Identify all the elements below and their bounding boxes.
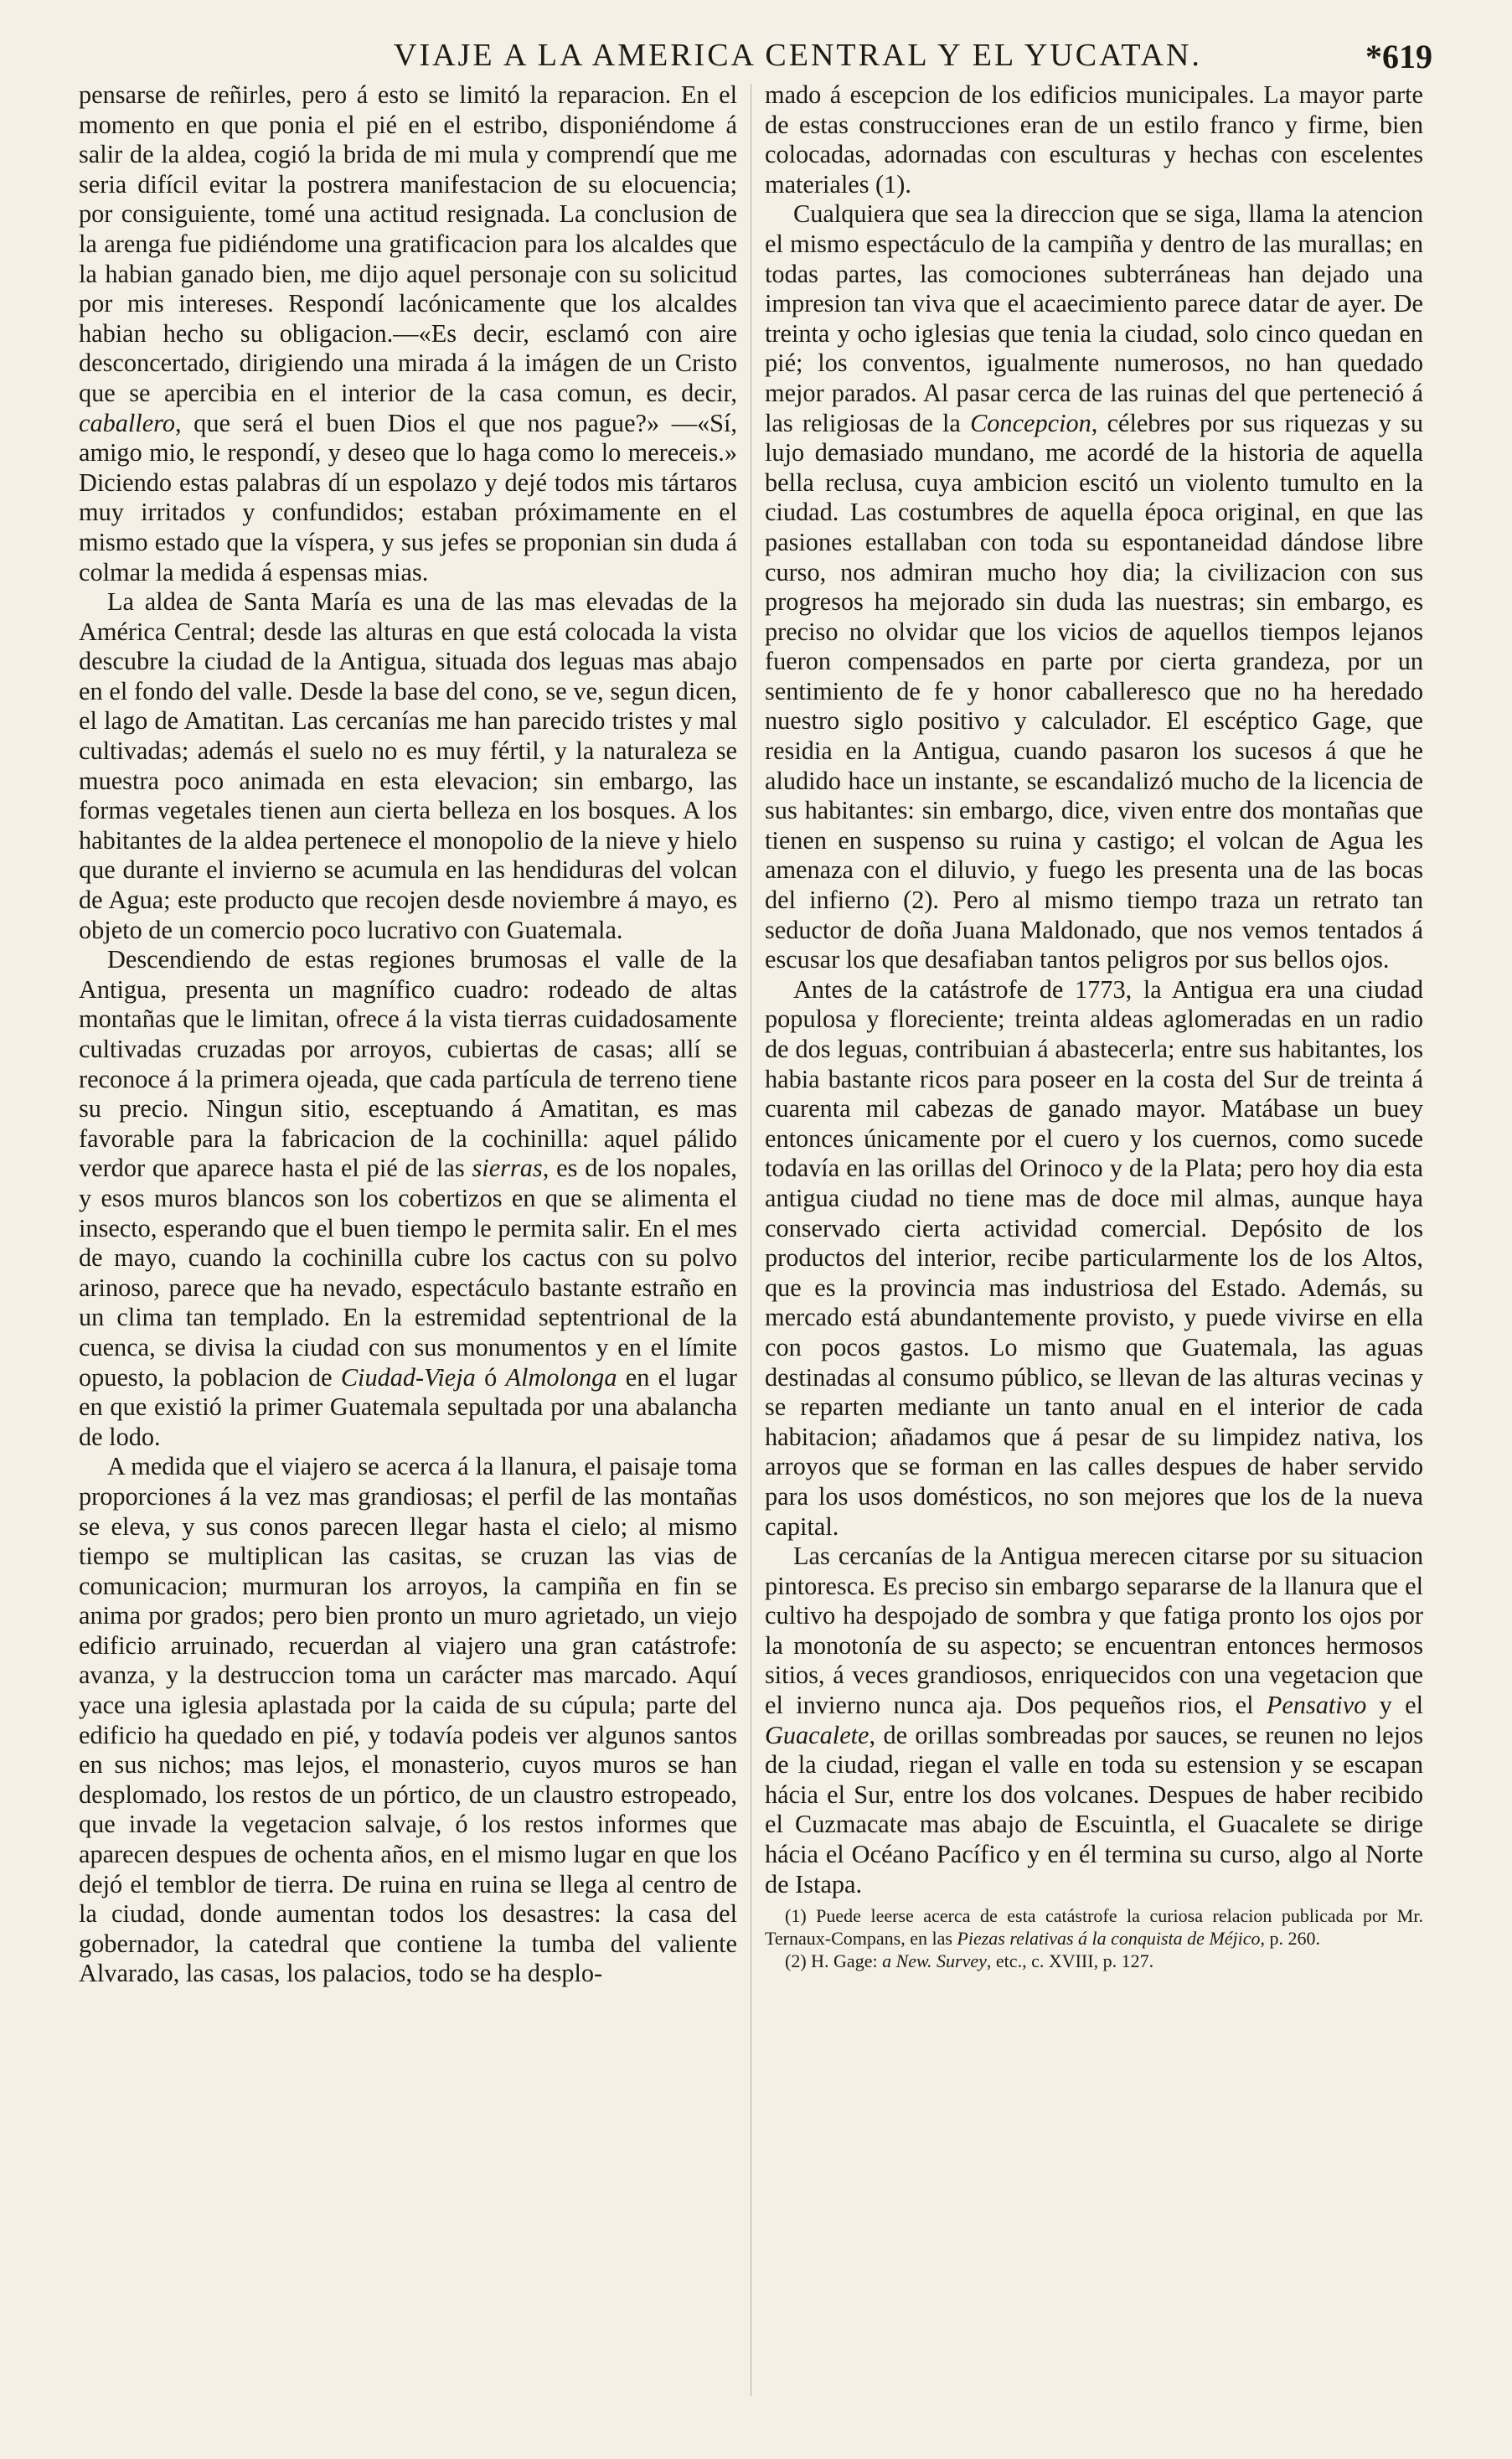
footnotes	[765, 1904, 1423, 1972]
paragraph: Antes de la catástrofe de 1773, la Antigua era una ciudad populosa y floreciente; treinta aldeas aglomeradas en un radio de dos leguas, contribuian á abastecerla; entre sus habitantes, los habia bastante ricos para poseer en la costa del Sur de treinta á cuarenta mil cabezas de ganado mayor. Matábase un buey entonces únicamente por el cuero y los cuernos, como sucede todavía en las orillas del Orinoco y de la Plata; pero hoy dia esta antigua ciudad no tiene mas de doce mil almas, aunque haya conservado cierta actividad comercial. Depósito de los productos del interior, recibe particularmente los de los Altos, que es la provincia mas industriosa del Estado. Además, su mercado está abundantemente provisto, y puede vivirse en ella con pocos gastos. Lo mismo que Guatemala, las aguas destinadas al consumo público, se llevan de las alturas vecinas y se reparten mediante un tanto anual en el interior de cada habitacion; añadamos que á pesar de su limpidez nativa, los arroyos que se forman en las calles despues de haber servido para los usos domésticos, no son mejores que los de la nueva capital.	[765, 974, 1423, 1541]
paragraph: Descendiendo de estas regiones brumosas el valle de la Antigua, presenta un magnífico cuadro: rodeado de altas montañas que le limitan, ofrece á la vista tierras cuidadosamente cultivadas cruzadas por arroyos, cubiertas de casas; allí se reconoce á la primera ojeada, que cada partícula de terreno tiene su precio. Ningun sitio, esceptuando á Amatitan, es mas favorable para la fabricacion de la cochinilla: aquel pálido verdor que aparece hasta el pié de las sierras, es de los nopales, y esos muros blancos son los cobertizos en que se alimenta el insecto, esperando que el buen tiempo le permita salir. En el mes de mayo, cuando la cochinilla cubre los cactus con su polvo arinoso, parece que ha nevado, espectáculo bastante estraño en un clima tan templado. En la estremidad septentrional de la cuenca, se divisa la ciudad con sus monumentos y en el límite opuesto, la poblacion de Ciudad-Vieja ó Almolonga en el lugar en que existió la primer Guatemala sepultada por una abalancha de lodo.	[79, 945, 738, 1451]
footnote: (1) Puede leerse acerca de esta catástrofe la curiosa relacion publicada por Mr. Ternaux-Compans, en las Piezas relativas á la conquista de Méjico, p. 260.	[765, 1905, 1423, 1950]
page-header	[0, 34, 1512, 84]
paragraph: Cualquiera que sea la direccion que se siga, llama la atencion el mismo espectáculo de la campiña y dentro de las murallas; en todas partes, las comociones subterráneas han dejado una impresion tan viva que el acaecimiento parece datar de ayer. De treinta y ocho iglesias que tenia la ciudad, solo cinco quedan en pié; los conventos, igualmente numerosos, no han quedado mejor parados. Al pasar cerca de las ruinas del que perteneció á las religiosas de la Concepcion, célebres por sus riquezas y su lujo demasiado mundano, me acordé de la historia de aquella bella reclusa, cuya ambicion escitó un violento tumulto en la ciudad. Las costumbres de aquella época original, en que las pasiones estallaban con toda su espontaneidad dándose libre curso, nos admiran mucho hoy dia; la civilizacion con sus progresos ha mejorado sin duda las nuestras; sin embargo, es preciso no olvidar que los vicios de aquellos tiempos lejanos fueron compensados en parte por cierta grandeza, por un sentimiento de fe y honor caballeresco que no ha heredado nuestro siglo positivo y calculador. El escéptico Gage, que residia en la Antigua, cuando pasaron los sucesos á que he aludido hace un instante, se escandalizó mucho de la licencia de sus habitantes: sin embargo, dice, viven entre dos montañas que tienen en suspenso su ruina y castigo; el volcan de Agua les amenaza con el diluvio, y fuego les presenta una de las bocas del infierno (2). Pero al mismo tiempo traza un retrato tan seductor de doña Juana Maldonado, que nos vemos tentados á escusar los que desafiaban tantos peligros por sus bellos ojos.	[765, 199, 1423, 974]
paragraph: mado á escepcion de los edificios municipales. La mayor parte de estas construcciones eran de un estilo franco y firme, bien colocadas, adornadas con esculturas y hechas con escelentes materiales (1).	[765, 80, 1423, 199]
paragraph: La aldea de Santa María es una de las mas elevadas de la América Central; desde las alturas en que está colocada la vista descubre la ciudad de la Antigua, situada dos leguas mas abajo en el fondo del valle. Desde la base del cono, se ve, segun dicen, el lago de Amatitan. Las cercanías me han parecido tristes y mal cultivadas; además el suelo no es muy fértil, y la naturaleza se muestra poco animada en esta elevacion; sin embargo, las formas vegetales tienen aun cierta belleza en los bosques. A los habitantes de la aldea pertenece el monopolio de la nieve y hielo que durante el invierno se acumula en las hendiduras del volcan de Agua; este producto que recojen desde noviembre á mayo, es objeto de un comercio poco lucrativo con Guatemala.	[79, 587, 737, 944]
footnote: (2) H. Gage: a New. Survey, etc., c. XVIII, p. 127.	[785, 1950, 1154, 1972]
paragraph: pensarse de reñirles, pero á esto se limitó la reparacion. En el momento en que ponia el pié en el estribo, disponiéndome á salir de la aldea, cogió la brida de mi mula y comprendí que me seria difícil evitar la postrera manifestacion de su elocuencia; por consiguiente, tomé una actitud resignada. La conclusion de la arenga fue pidiéndome una gratificacion para los alcaldes que la habian ganado bien, me dijo aquel personaje con su solicitud por mis intereses. Respondí lacónicamente que los alcaldes habian hecho su obligacion.—«Es decir, esclamó con aire desconcertado, dirigiendo una mirada á la imágen de un Cristo que se apercibia en el interior de la casa comun, es decir, caballero, que será el buen Dios el que nos pague?» —«Sí, amigo mio, le respondí, y deseo que lo haga como lo mereceis.» Diciendo estas palabras dí un espolazo y dejé todos mis tártaros muy irritados y confundidos; estaban próximamente en el mismo estado que la víspera, y sus jefes se proponian sin duda á colmar la medida á espensas mias.	[79, 80, 737, 586]
right-column	[765, 80, 1423, 1972]
paragraph: A medida que el viajero se acerca á la llanura, el paisaje toma proporciones á la vez mas grandiosas; el perfil de las montañas se eleva, y sus conos parecen llegar hasta el cielo; al mismo tiempo se multiplican las casitas, se cruzan las vias de comunicacion; murmuran los arroyos, la campiña en fin se anima por grados; pero bien pronto un muro agrietado, un viejo edificio arruinado, recuerdan al viajero una gran catástrofe: avanza, y la destruccion toma un carácter mas marcado. Aquí yace una iglesia aplastada por la caida de su cúpula; parte del edificio ha quedado en pié, y todavía podeis ver algunos santos en sus nichos; mas lejos, el monasterio, cuyos muros se han desplomado, los restos de un pórtico, de un claustro estropeado, que invade la vegetacion salvaje, ó los restos informes que aparecen despues de ochenta años, en el mismo lugar en que los dejó el temblor de tierra. De ruina en ruina se llega al centro de la ciudad, donde aumentan todos los desastres: la casa del gobernador, la catedral que contiene la tumba del valiente Alvarado, las casas, los palacios, todo se ha desplo-	[79, 1452, 737, 1988]
paragraph: Las cercanías de la Antigua merecen citarse por su situacion pintoresca. Es preciso sin embargo separarse de la llanura que el cultivo ha despojado de sombra y que fatiga pronto los ojos por la monotonía de su aspecto; se encuentran entonces hermosos sitios, á veces grandiosos, enriquecidos con una vegetacion que el invierno nunca aja. Dos pequeños rios, el Pensativo y el Guacalete, de orillas sombreadas por sauces, se reunen no lejos de la ciudad, riegan el valle en toda su estension y se escapan hácia el Sur, entre los dos volcanes. Despues de haber recibido el Cuzmacate mas abajo de Escuintla, el Guacalete se dirige hácia el Océano Pacífico y en él termina su curso, algo al Norte de Istapa.	[765, 1542, 1424, 1898]
page-number: *619	[1365, 38, 1432, 75]
running-title: VIAJE A LA AMERICA CENTRAL Y EL YUCATAN.	[394, 38, 1202, 73]
left-column	[79, 80, 737, 1989]
